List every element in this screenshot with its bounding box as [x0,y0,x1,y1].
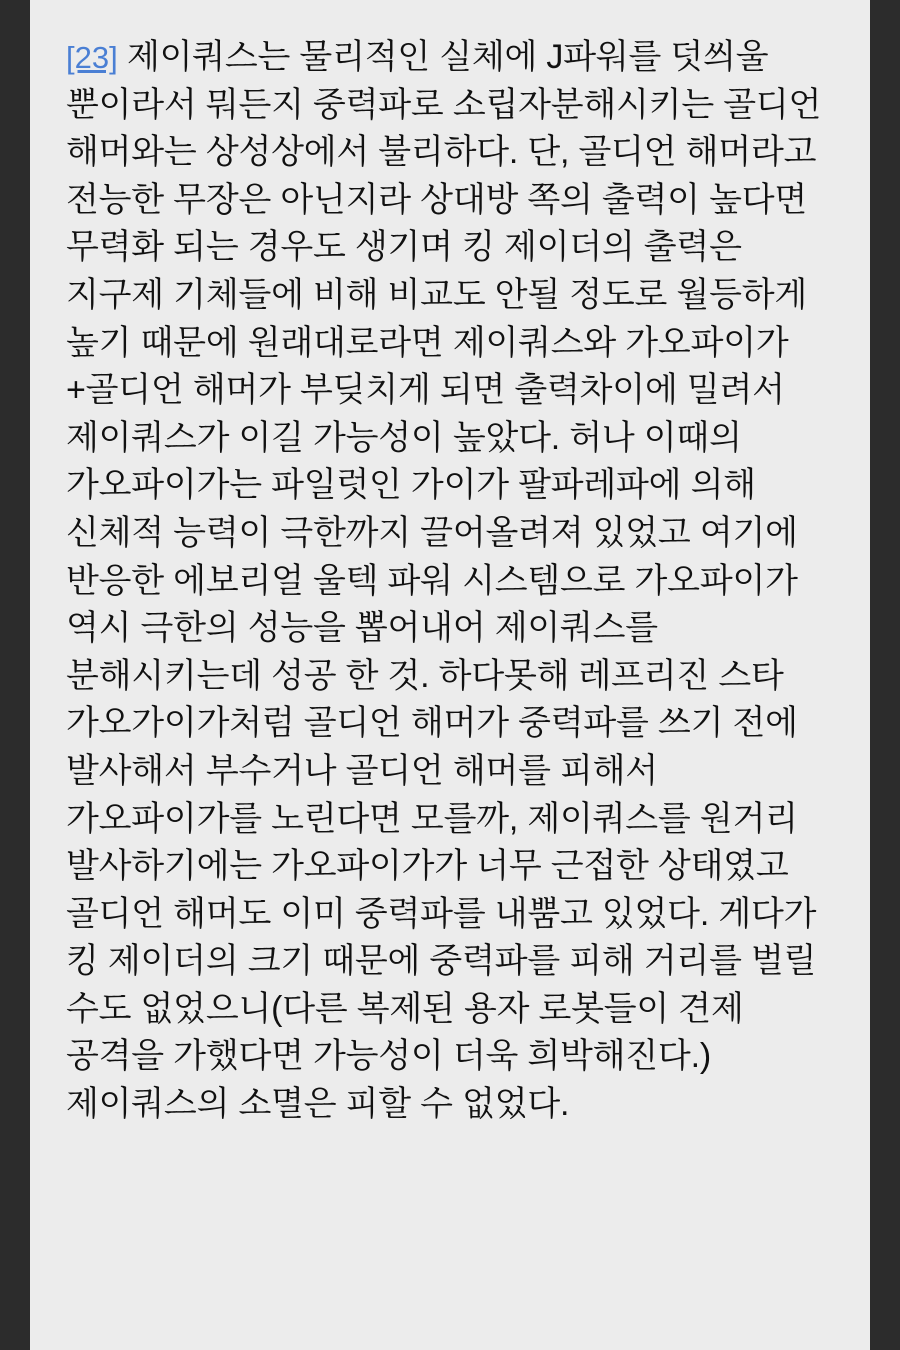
scrollbar-thumb[interactable] [890,330,896,750]
scrollbar[interactable] [892,0,898,1350]
footnote-paragraph [66,34,844,1129]
footnote-text: 제이쿼스는 물리적인 실체에 J파워를 덧씌울 뿐이라서 뭐든지 중력파로 소립자분해시키는 골디언 해머와는 상성상에서 불리하다. 단, 골디언 해머라고 전능한 무장은 아닌지라 상대방 쪽의 출력이 높다면 무력화 되는 경우도 생기며 킹 제이더의 출력은 지구제 기체들에 비해 비교도 안될 정도로 월등하게 높기 때문에 원래대로라면 제이쿼스와 가오파이가+골디언 해머가 부딪치게 되면 출력차이에 밀려서 제이쿼스가 이길 가능성이 높았다. 허나 이때의 가오파이가는 파일럿인 가이가 팔파레파에 의해 신체적 능력이 극한까지 끌어올려져 있었고 여기에 반응한 에보리얼 울텍 파워 시스템으로 가오파이가 역시 극한의 성능을 뽑어내어 제이쿼스를 분해시키는데 성공 한 것. 하다못해 레프리진 스타 가오가이가처럼 골디언 해머가 중력파를 쓰기 전에 발사해서 부수거나 골디언 해머를 피해서 가오파이가를 노린다면 모를까, 제이쿼스를 원거리 발사하기에는 가오파이가가 너무 근접한 상태였고 골디언 해머도 이미 중력파를 내뿜고 있었다. 게다가 킹 제이더의 크기 때문에 중력파를 피해 거리를 벌릴 수도 없었으니(다른 복제된 용자 로봇들이 견제 공격을 가했다면 가능성이 더욱 희박해진다.) 제이쿼스의 소멸은 피할 수 없었다. [66,38,822,1124]
footnote-ref-link[interactable]: [23] [66,40,118,75]
content-pane [30,0,870,1350]
